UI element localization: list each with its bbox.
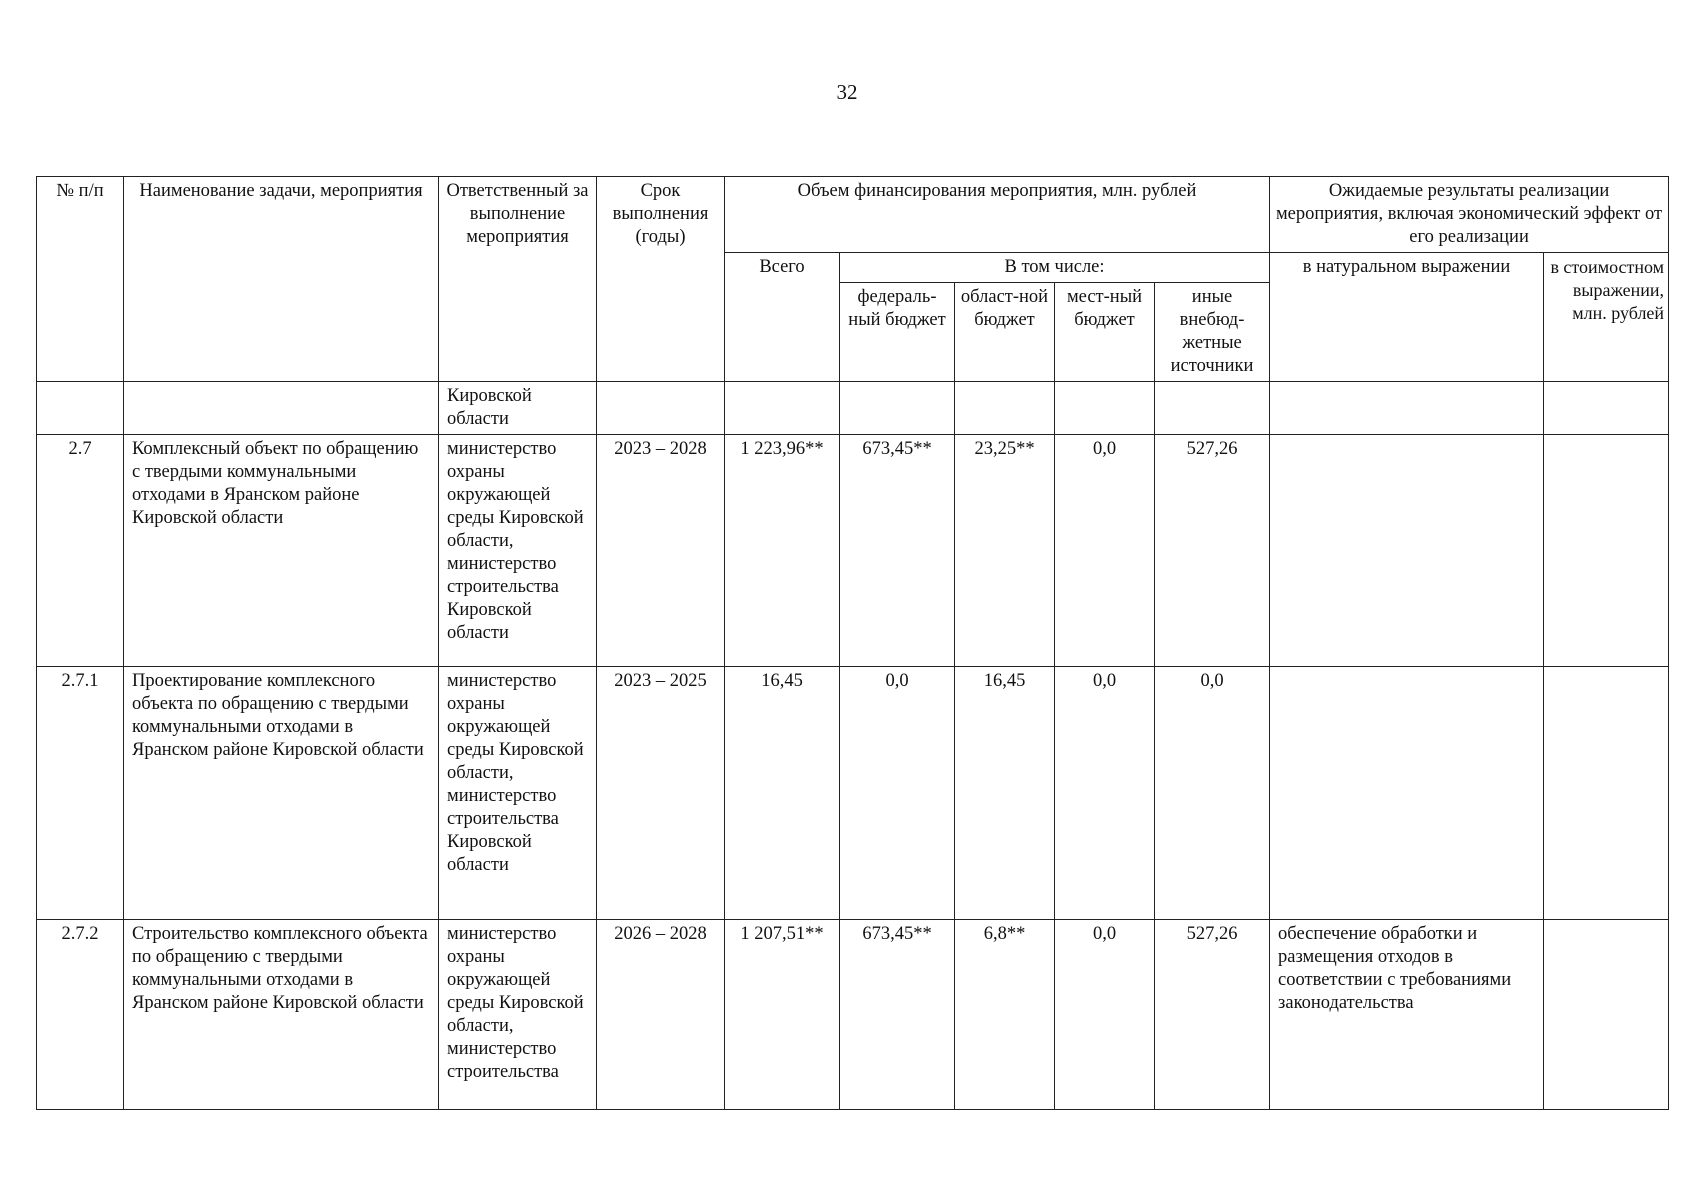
header-responsible: Ответственный за выполнение мероприятия	[439, 177, 597, 382]
cell-total: 16,45	[725, 667, 840, 920]
header-other: иные внебюд-жетные источники	[1155, 283, 1270, 382]
header-total: Всего	[725, 253, 840, 382]
table-row	[37, 382, 1669, 435]
cell-num: 2.7	[37, 435, 124, 667]
cell-name: Строительство комплексного объекта по обращению с твердыми коммунальными отходами в Яранском районе Кировской области	[124, 920, 439, 1110]
header-funding: Объем финансирования мероприятия, млн. рублей	[725, 177, 1270, 253]
cell-total	[725, 382, 840, 435]
cell-federal: 673,45**	[840, 435, 955, 667]
cell-term: 2023 – 2025	[597, 667, 725, 920]
cell-other: 527,26	[1155, 435, 1270, 667]
cell-local: 0,0	[1055, 920, 1155, 1110]
cell-natural: обеспечение обработки и размещения отходов в соответствии с требованиями законодательства	[1270, 920, 1544, 1110]
header-term: Срок выполнения (годы)	[597, 177, 725, 382]
cell-value	[1544, 920, 1669, 1110]
cell-natural	[1270, 435, 1544, 667]
cell-term: 2023 – 2028	[597, 435, 725, 667]
table-row	[37, 667, 1669, 920]
header-natural: в натуральном выражении	[1270, 253, 1544, 382]
cell-federal: 0,0	[840, 667, 955, 920]
cell-regional	[955, 382, 1055, 435]
cell-regional: 16,45	[955, 667, 1055, 920]
cell-total: 1 223,96**	[725, 435, 840, 667]
cell-total: 1 207,51**	[725, 920, 840, 1110]
cell-value	[1544, 667, 1669, 920]
cell-value	[1544, 382, 1669, 435]
cell-name	[124, 382, 439, 435]
cell-other: 527,26	[1155, 920, 1270, 1110]
cell-other: 0,0	[1155, 667, 1270, 920]
cell-responsible: министерство охраны окружающей среды Кировской области, министерство строительства Кировской области	[439, 435, 597, 667]
cell-local: 0,0	[1055, 667, 1155, 920]
cell-term	[597, 382, 725, 435]
header-regional: област-ной бюджет	[955, 283, 1055, 382]
cell-responsible: министерство охраны окружающей среды Кировской области, министерство строительства Кировской области	[439, 667, 597, 920]
cell-name: Проектирование комплексного объекта по обращению с твердыми коммунальными отходами в Яранском районе Кировской области	[124, 667, 439, 920]
cell-num: 2.7.2	[37, 920, 124, 1110]
cell-natural	[1270, 667, 1544, 920]
header-results: Ожидаемые результаты реализации мероприятия, включая экономический эффект от его реализации	[1270, 177, 1669, 253]
header-local: мест-ный бюджет	[1055, 283, 1155, 382]
cell-federal: 673,45**	[840, 920, 955, 1110]
cell-value	[1544, 435, 1669, 667]
cell-num	[37, 382, 124, 435]
header-num: № п/п	[37, 177, 124, 382]
cell-regional: 6,8**	[955, 920, 1055, 1110]
cell-federal	[840, 382, 955, 435]
table-row	[37, 435, 1669, 667]
page-number: 32	[836, 80, 858, 104]
header-name: Наименование задачи, мероприятия	[124, 177, 439, 382]
cell-responsible: министерство охраны окружающей среды Кировской области, министерство строительства	[439, 920, 597, 1110]
cell-local	[1055, 382, 1155, 435]
header-federal: федераль-ный бюджет	[840, 283, 955, 382]
funding-table	[36, 176, 1669, 1110]
header-including: В том числе:	[840, 253, 1270, 283]
cell-local: 0,0	[1055, 435, 1155, 667]
cell-regional: 23,25**	[955, 435, 1055, 667]
table-row	[37, 920, 1669, 1110]
cell-other	[1155, 382, 1270, 435]
cell-responsible: Кировской области	[439, 382, 597, 435]
cell-name: Комплексный объект по обращению с твердыми коммунальными отходами в Яранском районе Кировской области	[124, 435, 439, 667]
header-value: в стоимостном выражении, млн. рублей	[1544, 253, 1669, 382]
cell-num: 2.7.1	[37, 667, 124, 920]
cell-natural	[1270, 382, 1544, 435]
cell-term: 2026 – 2028	[597, 920, 725, 1110]
